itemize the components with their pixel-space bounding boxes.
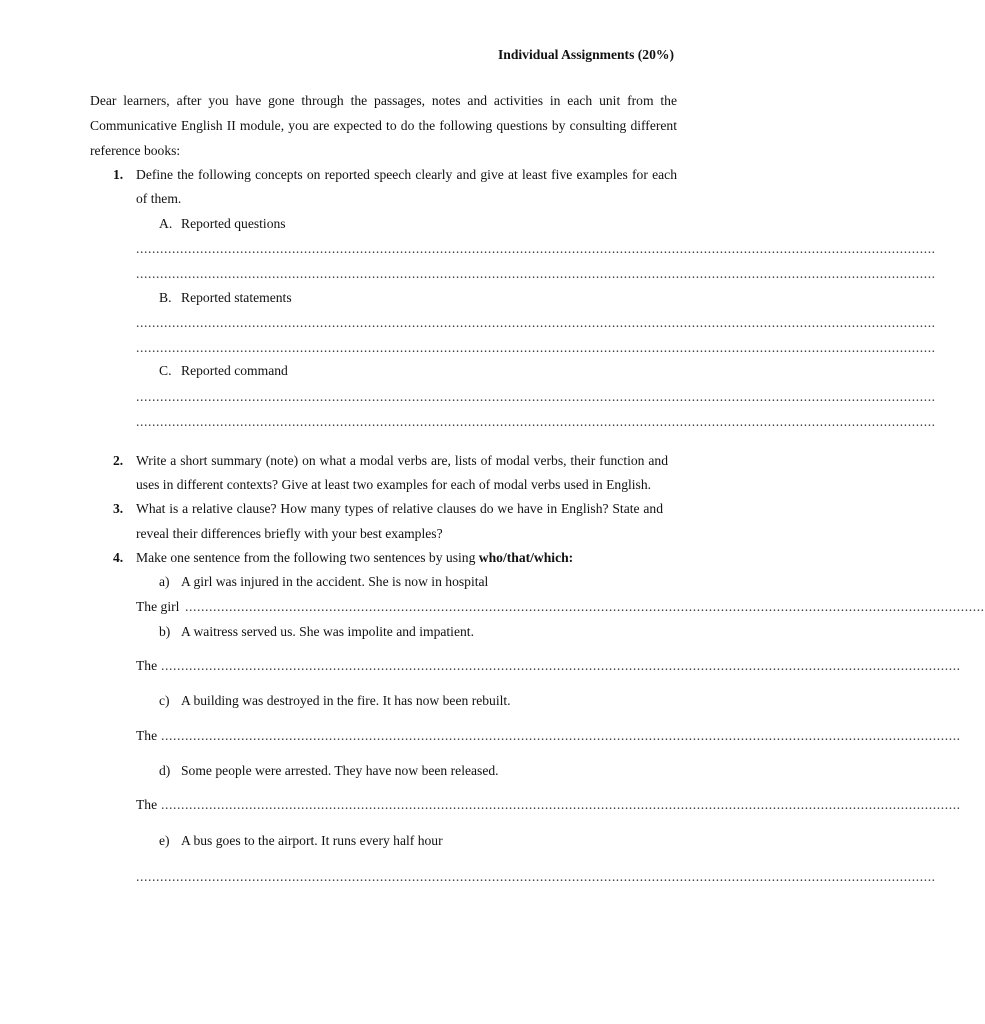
answer-line[interactable]: ........................................................................................................................................................................................................ — [136, 241, 936, 256]
question-4-keywords: who/that/which: — [478, 550, 574, 565]
answer-line[interactable]: ........................................................................................................................................................................................................ — [161, 797, 961, 812]
answer-line[interactable]: ........................................................................................................................................................................................................ — [185, 599, 985, 614]
sub-item-text: A bus goes to the airport. It runs every half hour — [181, 833, 443, 848]
sub-item-text: A waitress served us. She was impolite and impatient. — [181, 624, 474, 639]
question-2-line-1: Write a short summary (note) on what a modal verbs are, lists of modal verbs, their function and — [136, 453, 668, 468]
question-number: 3. — [113, 501, 124, 516]
answer-line[interactable]: ........................................................................................................................................................................................................ — [136, 340, 936, 355]
answer-line[interactable]: ........................................................................................................................................................................................................ — [136, 315, 936, 330]
sub-item-text: Some people were arrested. They have now been released. — [181, 763, 499, 778]
answer-line[interactable]: ........................................................................................................................................................................................................ — [136, 869, 936, 884]
sub-item-text: Reported questions — [181, 216, 286, 231]
sub-item-letter: A. — [159, 216, 173, 231]
intro-line-2: Communicative English II module, you are expected to do the following questions by consulting different — [90, 118, 677, 133]
answer-line[interactable]: ........................................................................................................................................................................................................ — [136, 414, 936, 429]
question-number: 4. — [113, 550, 124, 565]
question-4-instruction: Make one sentence from the following two sentences by using — [136, 550, 476, 565]
answer-line[interactable]: ........................................................................................................................................................................................................ — [161, 728, 961, 743]
sub-item-text: A building was destroyed in the fire. It has now been rebuilt. — [181, 693, 511, 708]
sub-item-letter: d) — [159, 763, 171, 778]
sub-item-letter: b) — [159, 624, 171, 639]
question-1-line-2: of them. — [136, 191, 182, 206]
question-number: 1. — [113, 167, 124, 182]
page-title: Individual Assignments (20%) — [498, 47, 675, 62]
intro-line-1: Dear learners, after you have gone through the passages, notes and activities in each unit from the — [90, 93, 677, 108]
sub-item-letter: a) — [159, 574, 170, 589]
question-3-line-2: reveal their differences briefly with your best examples? — [136, 526, 443, 541]
answer-prefix: The — [136, 658, 158, 673]
intro-line-3: reference books: — [90, 143, 181, 158]
sub-item-text: Reported statements — [181, 290, 292, 305]
sub-item-text: Reported command — [181, 363, 288, 378]
sub-item-letter: e) — [159, 833, 170, 848]
answer-line[interactable]: ........................................................................................................................................................................................................ — [161, 658, 961, 673]
question-4-text — [136, 549, 573, 567]
question-1-line-1: Define the following concepts on reported speech clearly and give at least five examples for each — [136, 167, 677, 182]
sub-item-letter: C. — [159, 363, 172, 378]
sub-item-text: A girl was injured in the accident. She is now in hospital — [181, 574, 489, 589]
answer-prefix: The — [136, 797, 158, 812]
answer-line[interactable]: ........................................................................................................................................................................................................ — [136, 389, 936, 404]
sub-item-letter: B. — [159, 290, 172, 305]
answer-prefix: The — [136, 728, 158, 743]
answer-prefix: The girl — [136, 599, 180, 614]
question-number: 2. — [113, 453, 124, 468]
question-2-line-2: uses in different contexts? Give at least two examples for each of modal verbs used in English. — [136, 477, 652, 492]
sub-item-letter: c) — [159, 693, 170, 708]
answer-line[interactable]: ........................................................................................................................................................................................................ — [136, 266, 936, 281]
question-3-line-1: What is a relative clause? How many types of relative clauses do we have in English? State and — [136, 501, 663, 516]
